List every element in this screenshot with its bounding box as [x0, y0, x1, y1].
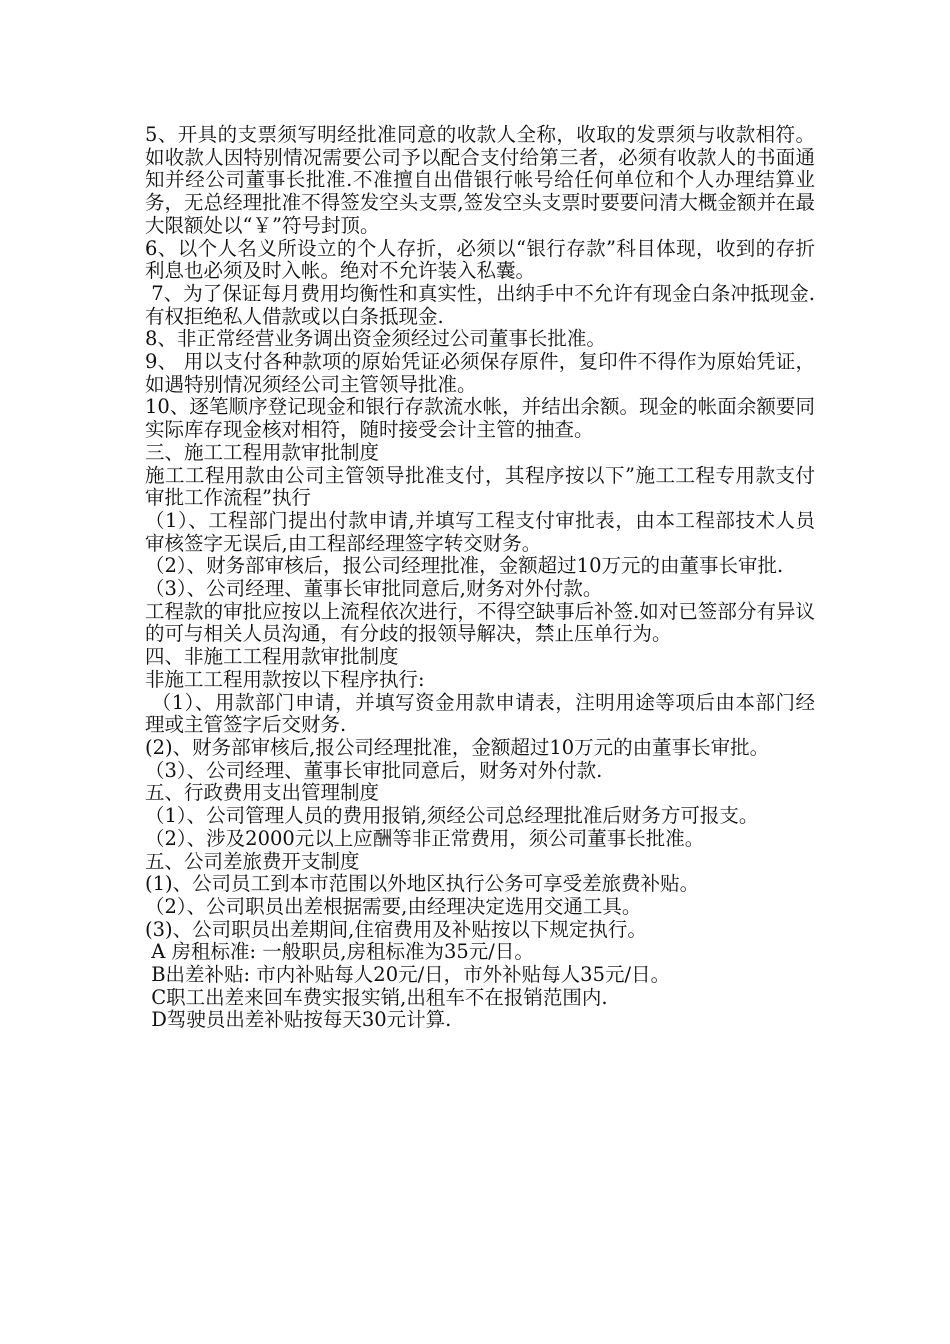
construction-payment-intro: 施工工程用款由公司主管领导批准支付，其程序按以下”施工工程专用款支付审批工作流程”执行 [145, 463, 815, 510]
non-construction-intro: 非施工工程用款按以下程序执行: [145, 667, 425, 691]
travel-standard-b: B出差补贴: 市内补贴每人20元/日，市外补贴每人35元/日。 [145, 963, 671, 987]
non-construction-step-2: (2)、财务部审核后,报公司经理批准，金额超过10万元的由董事长审批。 [145, 735, 770, 759]
non-construction-step-1: （1）、用款部门申请，并填写资金用款申请表，注明用途等项后由本部门经理或主管签字后交财务. [145, 690, 815, 737]
paragraph-item-8: 8、非正常经营业务调出资金须经过公司董事长批准。 [145, 327, 606, 351]
paragraph-item-5: 5、开具的支票须写明经批准同意的收款人全称，收取的发票须与收款相符。如收款人因特别情况需要公司予以配合支付给第三者，必须有收款人的书面通知并经公司董事长批准.不准擅自出借银行帐号给任何单位和个人办理结算业务，无总经理批准不得签发空头支票,签发空头支票时要要问清大概金额并在最大限额处以“￥”符号封顶。 [145, 123, 815, 237]
section-heading-travel-expenses: 五、公司差旅费开支制度 [145, 849, 360, 873]
section-heading-non-construction-payment: 四、非施工工程用款审批制度 [145, 645, 399, 669]
admin-expense-rule-2: （2）、涉及2000元以上应酬等非正常费用，须公司董事长批准。 [145, 826, 705, 850]
construction-step-3: （3）、公司经理、董事长审批同意后,财务对外付款。 [145, 577, 603, 601]
travel-rule-2: （2）、公司职员出差根据需要,由经理决定选用交通工具。 [145, 894, 642, 918]
construction-approval-note: 工程款的审批应按以上流程依次进行，不得空缺事后补签.如对已签部分有异议的可与相关人员沟通，有分歧的报领导解决，禁止压单行为。 [145, 599, 815, 646]
paragraph-item-6: 6、以个人名义所设立的个人存折，必须以“银行存款”科目体现，收到的存折利息也必须及时入帐。绝对不允许装入私囊。 [145, 236, 815, 283]
paragraph-item-7: 7、为了保证每月费用均衡性和真实性，出纳手中不允许有现金白条冲抵现金.有权拒绝私人借款或以白条抵现金. [145, 281, 815, 328]
paragraph-item-10: 10、逐笔顺序登记现金和银行存款流水帐，并结出余额。现金的帐面余额要同实际库存现金核对相符，随时接受会计主管的抽查。 [145, 395, 815, 442]
travel-standard-a: A 房租标准: 一般职员,房租标准为35元/日。 [145, 940, 534, 964]
non-construction-step-3: （3）、公司经理、董事长审批同意后，财务对外付款. [145, 758, 603, 782]
travel-rule-1: (1)、公司员工到本市范围以外地区执行公务可享受差旅费补贴。 [145, 872, 700, 896]
construction-step-2: （2）、财务部审核后，报公司经理批准，金额超过10万元的由董事长审批. [145, 554, 784, 578]
construction-step-1: （1）、工程部门提出付款申请,并填写工程支付审批表，由本工程部技术人员审核签字无误后,由工程部经理签字转交财务。 [145, 508, 815, 555]
paragraph-item-9: 9、 用以支付各种款项的原始凭证必须保存原件，复印件不得作为原始凭证，如遇特别情况须经公司主管领导批准。 [145, 350, 815, 396]
section-heading-admin-expenses: 五、行政费用支出管理制度 [145, 781, 380, 805]
travel-standard-d: D驾驶员出差补贴按每天30元计算. [145, 1008, 452, 1032]
admin-expense-rule-1: （1）、公司管理人员的费用报销,须经公司总经理批准后财务方可报支。 [145, 804, 759, 828]
document-body [145, 124, 815, 1032]
travel-standard-c: C职工出差来回车费实报实销,出租车不在报销范围内. [145, 985, 608, 1009]
travel-rule-3: (3)、公司职员出差期间,住宿费用及补贴按以下规定执行。 [145, 917, 647, 941]
section-heading-construction-payment: 三、施工工程用款审批制度 [145, 440, 380, 464]
